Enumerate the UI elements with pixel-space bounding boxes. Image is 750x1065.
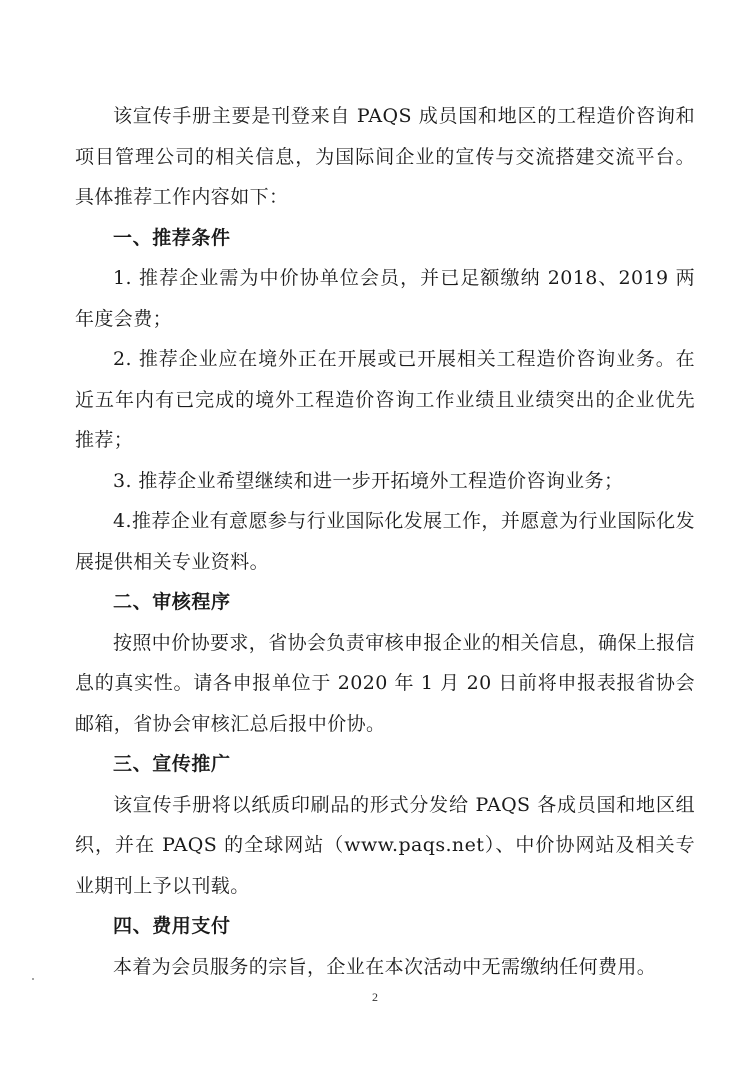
condition-paragraph-3: 3. 推荐企业希望继续和进一步开拓境外工程造价咨询业务； [113,469,624,492]
section-heading-fee-payment: 四、费用支付 [113,915,231,937]
promotion-paragraph: 该宣传手册将以纸质印刷品的形式分发给 PAQS 各成员国和地区组织，并在 PAQS 的全球网站（www.paqs.net）、中价协网站及相关专业期刊上予以刊载。 [75,793,695,897]
section-heading-review-procedure: 二、审核程序 [113,591,231,613]
condition-paragraph-4: 4.推荐企业有意愿参与行业国际化发展工作，并愿意为行业国际化发展提供相关专业资料。 [75,510,695,573]
review-paragraph: 按照中价协要求，省协会负责审核申报企业的相关信息，确保上报信息的真实性。请各申报单位于 2020 年 1 月 20 日前将申报表报省协会邮箱，省协会审核汇总后报中价协。 [75,631,696,735]
page-number: 2 [372,990,378,1004]
section-heading-recommendation-conditions: 一、推荐条件 [113,226,231,249]
condition-paragraph-1: 1. 推荐企业需为中价协单位会员，并已足额缴纳 2018、2019 两年度会费； [75,267,695,330]
document-body [75,96,695,987]
scan-speck [32,978,34,980]
fee-paragraph: 本着为会员服务的宗旨，企业在本次活动中无需缴纳任何费用。 [113,955,657,978]
section-heading-promotion: 三、宣传推广 [113,753,231,775]
intro-paragraph: 该宣传手册主要是刊登来自 PAQS 成员国和地区的工程造价咨询和项目管理公司的相关信息，为国际间企业的宣传与交流搭建交流平台。具体推荐工作内容如下： [75,105,695,208]
condition-paragraph-2: 2. 推荐企业应在境外正在开展或已开展相关工程造价咨询业务。在近五年内有已完成的境外工程造价咨询工作业绩且业绩突出的企业优先推荐； [75,348,695,451]
